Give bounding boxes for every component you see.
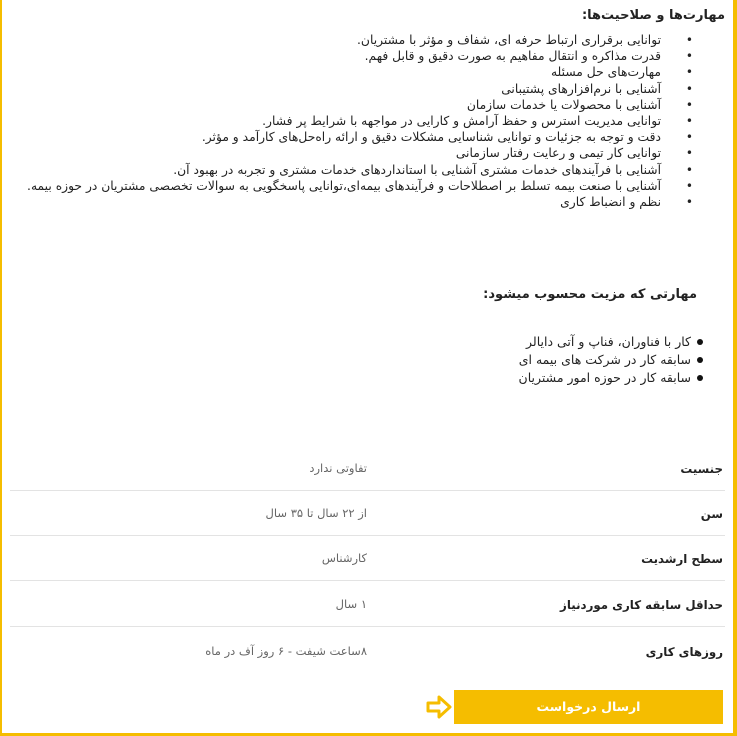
list-item: • آشنایی با صنعت بیمه تسلط بر اصطلاحات و فرآیندهای بیمه‌ای،توانایی پاسخگویی به سوالات تخصصی مشتریان در حوزه بیمه. [3,178,693,194]
list-item: • آشنایی با محصولات یا خدمات سازمان [3,97,693,113]
list-item: • نظم و انضباط کاری [3,194,693,210]
detail-row-gender [10,446,725,491]
detail-value: ۸ساعت شیفت - ۶ روز آف در ماه [205,644,367,658]
detail-label: جنسیت [680,462,723,476]
list-item: • مهارت‌های حل مسئله [3,64,693,80]
arrow-right-icon [426,695,452,719]
detail-row-age [10,491,725,536]
list-item: کار با فناوران، فناپ و آتی دایالر [303,333,703,351]
detail-value: کارشناس [321,551,367,565]
detail-label: سن [700,507,723,521]
detail-row-seniority [10,536,725,581]
detail-label: حداقل سابقه کاری موردنیاز [560,598,723,612]
skills-heading: مهارت‌ها و صلاحیت‌ها: [581,8,725,23]
detail-value: از ۲۲ سال تا ۳۵ سال [265,506,367,520]
advantages-heading: مهارتی که مزیت محسوب میشود: [483,287,697,302]
skills-list [3,32,693,210]
list-item: • آشنایی با نرم‌افزارهای پشتیبانی [3,81,693,97]
detail-label: سطح ارشدیت [641,552,723,566]
list-item: • دقت و توجه به جزئیات و توانایی شناسایی مشکلات دقیق و ارائه راه‌حل‌های کارآمد و مؤثر. [3,129,693,145]
detail-row-experience [10,582,725,627]
list-item: • قدرت مذاکره و انتقال مفاهیم به صورت دقیق و قابل فهم. [3,48,693,64]
detail-row-workdays [10,629,725,673]
list-item: سابقه کار در شرکت های بیمه ای [303,351,703,369]
detail-value: ۱ سال [335,597,367,611]
detail-label: روزهای کاری [645,645,723,659]
list-item: • آشنایی با فرآیندهای خدمات مشتری آشنایی با استانداردهای خدمات مشتری و تجربه در بهبود آن. [3,162,693,178]
job-details-card [2,0,733,733]
advantages-list [303,333,703,387]
list-item: سابقه کار در حوزه امور مشتریان [303,369,703,387]
apply-button[interactable]: ارسال درخواست [454,690,723,724]
list-item: • توانایی برقراری ارتباط حرفه ای، شفاف و مؤثر با مشتریان. [3,32,693,48]
list-item: • توانایی کار تیمی و رعایت رفتار سازمانی [3,145,693,161]
detail-value: تفاوتی ندارد [309,461,367,475]
list-item: • توانایی مدیریت استرس و حفظ آرامش و کارایی در مواجهه با شرایط پر فشار. [3,113,693,129]
